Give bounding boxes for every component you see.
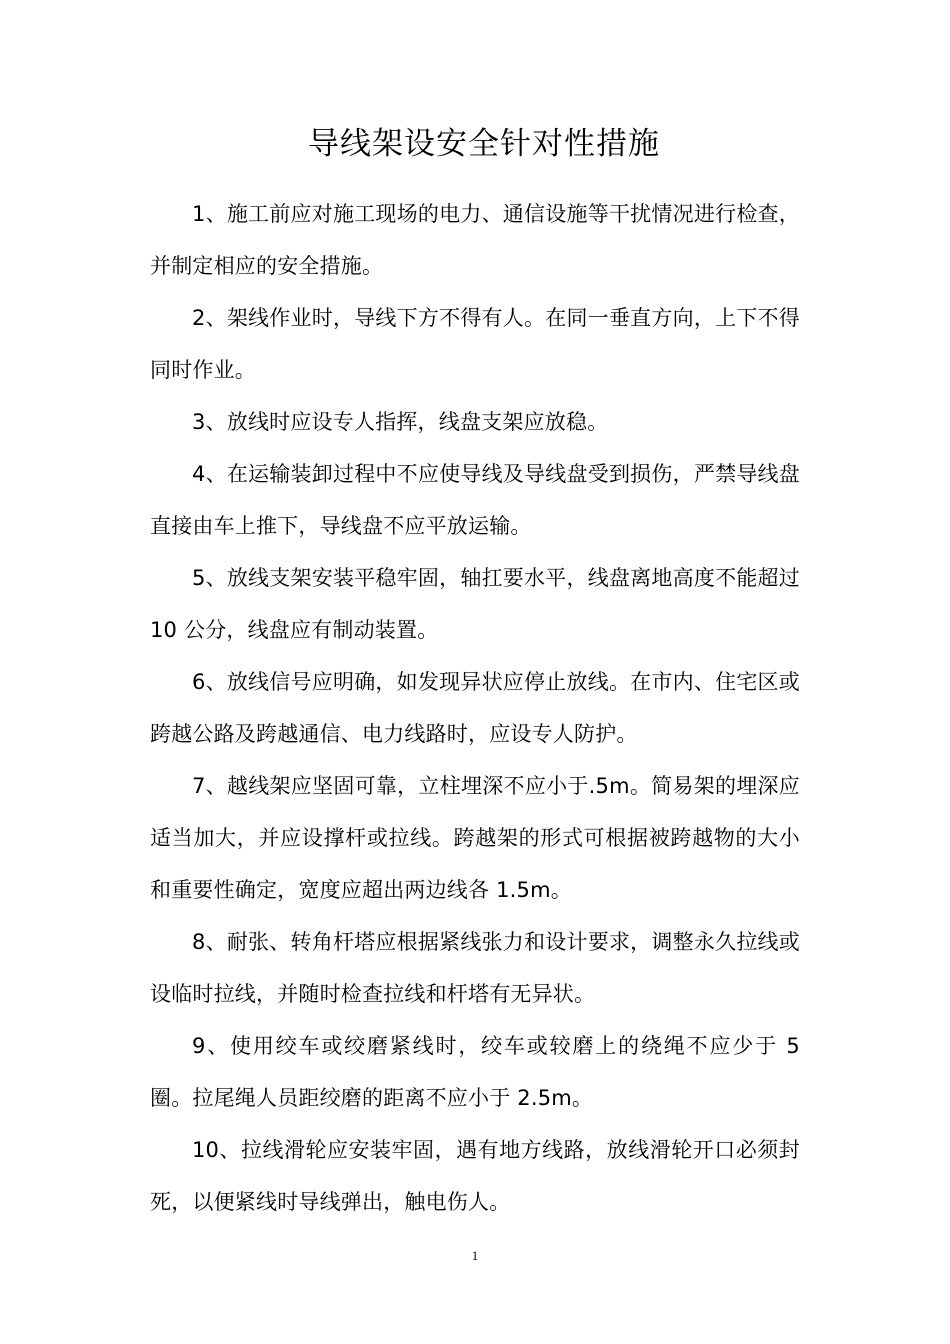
document-body <box>150 188 800 1228</box>
paragraph-6: 6、放线信号应明确，如发现异状应停止放线。在市内、住宅区或跨越公路及跨越通信、电力线路时，应设专人防护。 <box>150 670 800 746</box>
paragraph-9: 9、使用绞车或绞磨紧线时，绞车或较磨上的绕绳不应少于 5 圈。拉尾绳人员距绞磨的距离不应小于 2.5m。 <box>150 1034 800 1110</box>
paragraph-1: 1、施工前应对施工现场的电力、通信设施等干扰情况进行检查，并制定相应的安全措施。 <box>150 202 800 278</box>
paragraph-10: 10、拉线滑轮应安装牢固，遇有地方线路，放线滑轮开口必须封死，以便紧线时导线弹出，触电伤人。 <box>150 1138 800 1214</box>
paragraph-3: 3、放线时应设专人指挥，线盘支架应放稳。 <box>192 410 609 434</box>
paragraph-7: 7、越线架应坚固可靠，立柱埋深不应小于.5m。简易架的埋深应适当加大，并应设撑杆或拉线。跨越架的形式可根据被跨越物的大小和重要性确定，宽度应超出两边线各 1.5m。 <box>150 774 800 902</box>
paragraph-4: 4、在运输装卸过程中不应使导线及导线盘受到损伤，严禁导线盘直接由车上推下，导线盘不应平放运输。 <box>150 462 800 538</box>
document-title: 导线架设安全针对性措施 <box>308 126 660 162</box>
page-number: 1 <box>471 1248 479 1263</box>
paragraph-5: 5、放线支架安装平稳牢固，轴扛要水平，线盘离地高度不能超过 10 公分，线盘应有制动装置。 <box>150 566 800 642</box>
paragraph-2: 2、架线作业时，导线下方不得有人。在同一垂直方向，上下不得同时作业。 <box>150 306 800 382</box>
paragraph-8: 8、耐张、转角杆塔应根据紧线张力和设计要求，调整永久拉线或设临时拉线，并随时检查拉线和杆塔有无异状。 <box>150 930 800 1006</box>
